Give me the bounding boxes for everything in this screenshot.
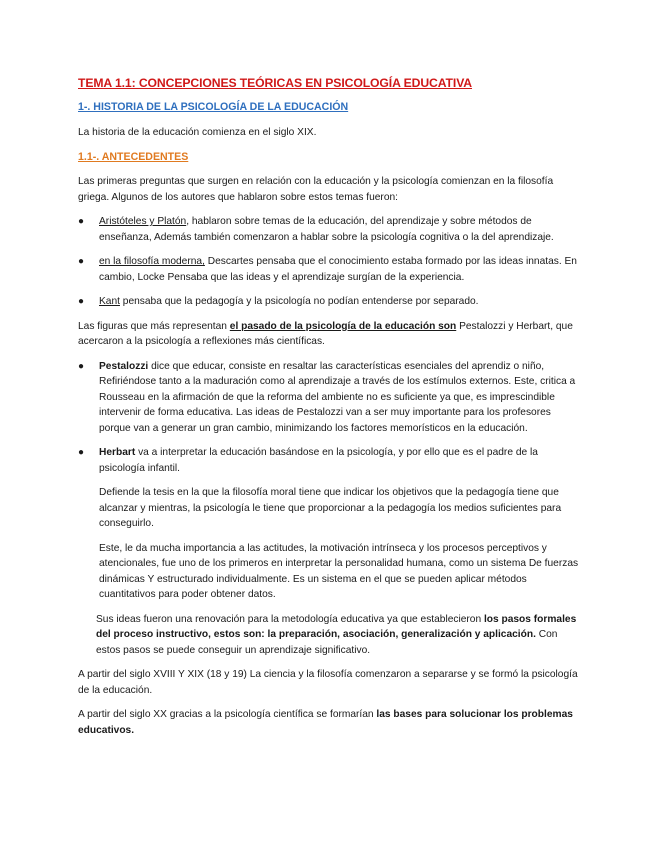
section-heading-historia: 1-. HISTORIA DE LA PSICOLOGÍA DE LA EDUCACIÓN (78, 100, 349, 113)
bullet-icon: ● (78, 447, 85, 458)
herbart-text-c: Con estos pasos se puede conseguir un aprendizaje significativo. (96, 629, 558, 656)
list-item-text: Descartes pensaba que el conocimiento estaba formado por las ideas innatas. En cambio, Locke Pensaba que las ideas y el aprendizaje surgían de la experiencia. (99, 256, 577, 283)
siglo-xx-paragraph (78, 707, 583, 738)
herbart-text-bold: los pasos formales del proceso instructivo, estos son: la preparación, asociación, generalización y aplicación. (96, 613, 577, 640)
list-item-text: pensaba que la pedagogía y la psicología no podían entenderse por separado. (119, 296, 479, 307)
herbart-text-a: Sus ideas fueron una renovación para la metodología educativa ya que establecieron (96, 613, 484, 625)
list-item-text: va a interpretar la educación basándose en la psicología, y por ello que es el padre de la psicología infantil. (99, 447, 538, 474)
figures-list (78, 359, 583, 477)
herbart-paragraph-3 (78, 612, 583, 659)
list-item-lead: Kant (99, 296, 120, 307)
bullet-icon: ● (78, 296, 85, 307)
list-item (78, 359, 583, 437)
antecedentes-paragraph: Las primeras preguntas que surgen en relación con la educación y la psicología comienzan en la filosofía griega. Algunos de los autores que hablaron sobre estos temas fueron: (78, 176, 554, 203)
siglo-xviii-paragraph: A partir del siglo XVIII Y XIX (18 y 19) La ciencia y la filosofía comenzaron a separarse y se formó la psicología de la educación. (78, 669, 578, 696)
list-item (78, 214, 583, 245)
list-item (78, 294, 583, 310)
philosophers-list (78, 214, 583, 310)
figures-text-b: Pestalozzi y Herbart, que acercaron a la psicología a reflexiones más científicas. (78, 320, 573, 347)
list-item-lead: Herbart (99, 447, 136, 458)
bullet-icon: ● (78, 216, 85, 227)
siglo-xx-text-bold: las bases para solucionar los problemas educativos. (78, 709, 573, 736)
herbart-paragraph-2: Este, le da mucha importancia a las actitudes, la motivación intrínseca y los procesos perceptivos y atencionales, fue uno de los primeros en interpretar la personalidad humana, como un sistema De fuerzas dinámicas Y estructurado individualmente. Es un sistema en el que se pueden aplicar métodos cuantitativos para poder obtener datos. (99, 542, 579, 600)
list-item (78, 254, 583, 285)
bullet-icon: ● (78, 360, 85, 372)
intro-paragraph: La historia de la educación comienza en el siglo XIX. (78, 127, 317, 138)
bullet-icon: ● (78, 256, 85, 267)
siglo-xx-text-a: A partir del siglo XX gracias a la psicología científica se formarían (78, 709, 377, 720)
subsection-heading-antecedentes: 1.1-. ANTECEDENTES (78, 150, 189, 163)
list-item-text: , hablaron sobre temas de la educación, del aprendizaje y sobre métodos de enseñanza, Además también comenzaron a hablar sobre la psicología cognitiva o la del aprendizaje. (99, 216, 554, 243)
herbart-paragraph-1: Defiende la tesis en la que la filosofía moral tiene que indicar los objetivos que la pedagogía tiene que alcanzar y mientras, la psicología le tiene que proporcionar a la pedagogía los medios suficientes para conseguirlo. (99, 487, 562, 529)
figures-text-bold: el pasado de la psicología de la educación son (229, 320, 457, 332)
figures-text-a: Las figuras que más representan (78, 320, 230, 332)
list-item-lead: Pestalozzi (99, 360, 149, 372)
list-item-lead: Aristóteles y Platón (99, 216, 187, 227)
list-item-text: dice que educar, consiste en resaltar las características esenciales del aprendiz o niño, Refiriéndose tanto a la maduración como al aprendizaje a través de los estímulos externos. Este, critica a Rousseau en la afirmación de que la reforma del ambiente no es suficiente ya que, es imprescindible intervenir de forma educativa. Las ideas de Pestalozzi van a ser muy importante para los profesores porque van a generar un gran cambio, minimizando los factores memorísticos en la educación. (99, 360, 576, 434)
document-title: TEMA 1.1: CONCEPCIONES TEÓRICAS EN PSICOLOGÍA EDUCATIVA (78, 76, 473, 90)
figures-paragraph (78, 319, 583, 350)
list-item (78, 445, 583, 476)
list-item-lead: en la filosofía moderna, (99, 256, 205, 267)
